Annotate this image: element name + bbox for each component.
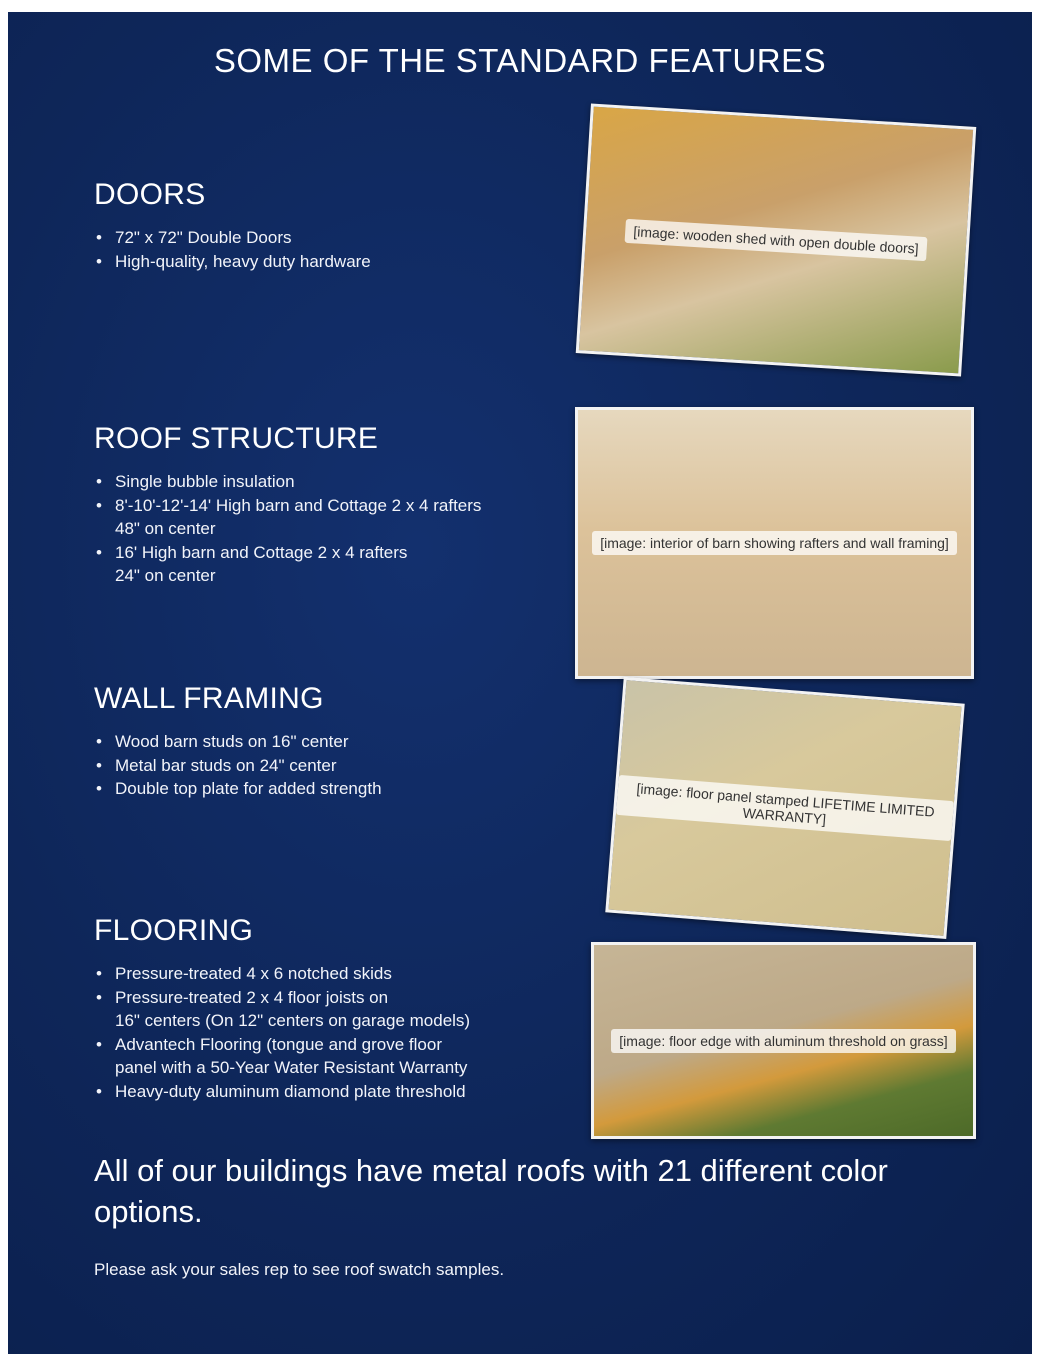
list-item-line: Advantech Flooring (tongue and grove floor [115, 1034, 442, 1054]
list-item [94, 541, 481, 588]
closing-statement: All of our buildings have metal roofs with 21 different color options. [94, 1153, 888, 1229]
doors-list [94, 226, 371, 273]
list-item-line: 48" on center [115, 519, 216, 538]
section-heading-doors: DOORS [94, 178, 206, 211]
flooring-list [94, 962, 470, 1103]
list-item: • Wood barn studs on 16" center [94, 730, 382, 754]
section-flooring [94, 914, 470, 1103]
list-item [94, 494, 481, 541]
wall-list [94, 730, 382, 801]
section-roof-structure [94, 422, 481, 588]
section-heading-roof: ROOF STRUCTURE [94, 422, 379, 455]
section-doors [94, 178, 371, 273]
photo-caption: [image: wooden shed with open double doors] [625, 219, 928, 261]
list-item-line: Single bubble insulation [115, 472, 295, 491]
list-item: • High-quality, heavy duty hardware [94, 250, 371, 274]
list-item: • Double top plate for added strength [94, 777, 382, 801]
photo-roof-structure [575, 407, 974, 679]
list-item: • Metal bar studs on 24" center [94, 754, 382, 778]
list-item [94, 1033, 470, 1080]
photo-caption: [image: floor edge with aluminum threshold on grass] [611, 1029, 955, 1053]
list-item-line: 24" on center [115, 566, 216, 585]
list-item-line: 16" centers (On 12" centers on garage models) [115, 1011, 471, 1030]
list-item [94, 1080, 470, 1104]
footer-note: Please ask your sales rep to see roof swatch samples. [94, 1260, 505, 1279]
section-heading-flooring: FLOORING [94, 914, 254, 947]
list-item-line: 8'-10'-12'-14' High barn and Cottage 2 x 4 rafters [115, 495, 482, 515]
list-item: • 72" x 72" Double Doors [94, 226, 371, 250]
list-item [94, 470, 481, 494]
list-item-line: Heavy-duty aluminum diamond plate threshold [115, 1081, 466, 1101]
list-item [94, 986, 470, 1033]
photo-doors [576, 103, 977, 376]
section-heading-wall: WALL FRAMING [94, 682, 324, 715]
list-item-line: 16' High barn and Cottage 2 x 4 rafters [115, 542, 408, 562]
list-item [94, 962, 470, 986]
list-item-line: panel with a 50-Year Water Resistant Warranty [115, 1058, 468, 1077]
list-item-line: Pressure-treated 2 x 4 floor joists on [115, 987, 389, 1007]
photo-wall-framing [605, 677, 964, 939]
list-item-line: Pressure-treated 4 x 6 notched skids [115, 964, 392, 983]
photo-caption: [image: interior of barn showing rafters and wall framing] [592, 531, 957, 555]
page-title: SOME OF THE STANDARD FEATURES [213, 42, 827, 79]
section-wall-framing [94, 682, 382, 801]
roof-list [94, 470, 481, 588]
photo-flooring [591, 942, 976, 1139]
photo-caption: [image: floor panel stamped LIFETIME LIMITED WARRANTY] [616, 775, 954, 841]
